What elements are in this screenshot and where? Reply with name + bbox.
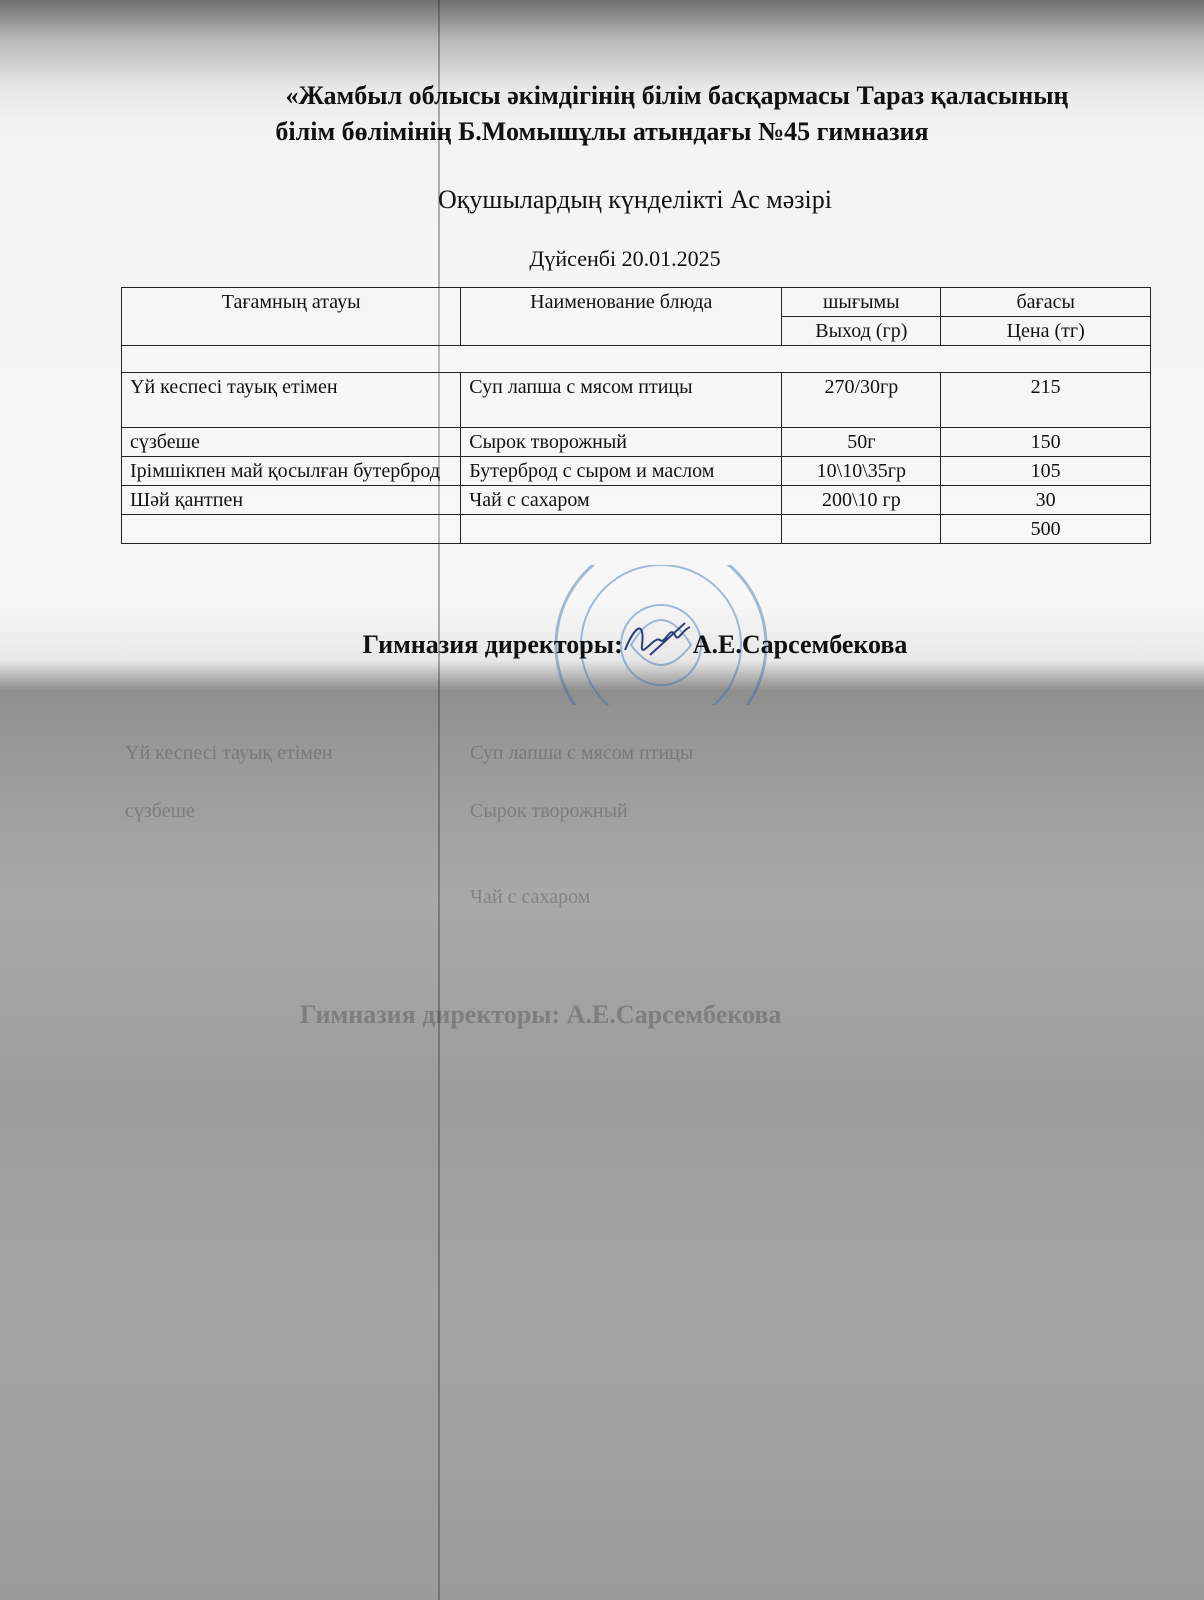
total-price: 500 xyxy=(941,515,1151,544)
header-dish-name-ru: Наименование блюда xyxy=(461,288,782,346)
dish-output: 200\10 гр xyxy=(782,486,941,515)
header-line-1: «Жамбыл облысы әкімдігінің білім басқармасы Тараз қаласының xyxy=(285,81,1069,110)
menu-title: Оқушылардың күнделікті Ас мәзірі xyxy=(438,185,832,214)
header-line-2: білім бөлімінің Б.Момышұлы атындағы №45 гимназия xyxy=(275,117,929,146)
header-output-ru: Выход (гр) xyxy=(782,317,941,346)
dish-name-ru: Чай с сахаром xyxy=(461,486,782,515)
header-price-ru: Цена (тг) xyxy=(941,317,1151,346)
dish-output: 10\10\35гр xyxy=(782,457,941,486)
table-total-row xyxy=(122,515,1151,544)
director-signature-line xyxy=(0,630,1204,660)
dish-name-kz: Үй кеспесі тауық етімен xyxy=(122,373,461,428)
show-through-text: Суп лапша с мясом птицы xyxy=(470,742,694,764)
dish-price: 30 xyxy=(941,486,1151,515)
dish-price: 150 xyxy=(941,428,1151,457)
header-price-kz: бағасы xyxy=(941,288,1151,317)
dish-output: 50г xyxy=(782,428,941,457)
show-through-text: Гимназия директоры: А.Е.Сарсембекова xyxy=(300,1000,782,1029)
dish-price: 215 xyxy=(941,373,1151,428)
dish-name-ru: Суп лапша с мясом птицы xyxy=(461,373,782,428)
dish-name-kz: сүзбеше xyxy=(122,428,461,457)
table-row xyxy=(122,373,1151,428)
dish-name-ru: Бутерброд с сыром и маслом xyxy=(461,457,782,486)
document-header xyxy=(0,78,1204,150)
show-through-text: сүзбеше xyxy=(125,800,195,822)
show-through-text: Сырок творожный xyxy=(470,800,628,822)
empty-cell xyxy=(782,515,941,544)
table-header-row xyxy=(122,288,1151,317)
empty-cell xyxy=(461,515,782,544)
header-output-kz: шығымы xyxy=(782,288,941,317)
dish-name-kz: Шәй қантпен xyxy=(122,486,461,515)
menu-date: Дүйсенбі 20.01.2025 xyxy=(529,246,721,271)
dish-output: 270/30гр xyxy=(782,373,941,428)
empty-cell xyxy=(122,515,461,544)
dish-price: 105 xyxy=(941,457,1151,486)
table-row xyxy=(122,428,1151,457)
table-spacer-row xyxy=(122,346,1151,373)
handwritten-signature xyxy=(620,615,700,665)
show-through-text: Үй кеспесі тауық етімен xyxy=(125,742,333,764)
dish-name-ru: Сырок творожный xyxy=(461,428,782,457)
menu-table xyxy=(121,287,1151,544)
empty-cell xyxy=(122,346,1151,373)
paper-fold-line xyxy=(438,0,440,1600)
header-dish-name-kz: Тағамның атауы xyxy=(122,288,461,346)
director-label: Гимназия директоры: xyxy=(362,630,623,659)
table-row xyxy=(122,457,1151,486)
director-name: А.Е.Сарсембекова xyxy=(692,630,908,659)
show-through-text: Чай с сахаром xyxy=(470,886,591,908)
table-row xyxy=(122,486,1151,515)
dish-name-kz: Ірімшікпен май қосылған бутерброд xyxy=(122,457,461,486)
